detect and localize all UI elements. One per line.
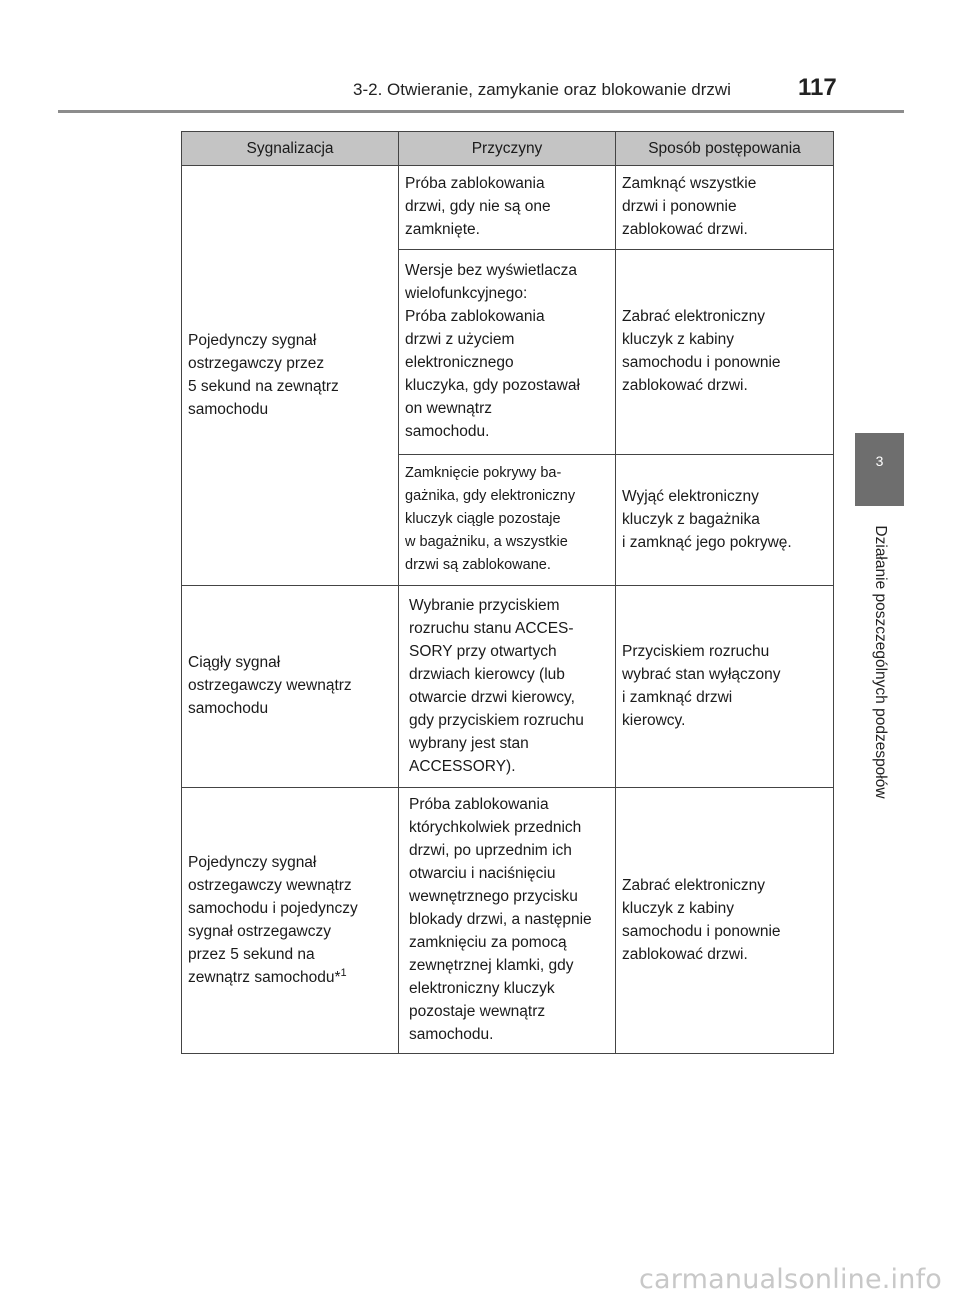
footnote-marker: 1: [340, 966, 347, 979]
signal-cell: Pojedynczy sygnał ostrzegawczy przez 5 sekund na zewnątrz samochodu: [182, 166, 399, 586]
cause-cell: Próba zablokowania drzwi, gdy nie są one zamknięte.: [399, 166, 616, 250]
table-row: [182, 166, 834, 250]
header-action: Sposób postępowania: [616, 132, 834, 166]
action-cell: Przyciskiem rozruchu wybrać stan wyłączony i zamknąć drzwi kierowcy.: [616, 586, 834, 788]
action-cell: Zabrać elektroniczny kluczyk z kabiny samochodu i ponownie zablokować drzwi.: [616, 788, 834, 1054]
section-title: 3-2. Otwieranie, zamykanie oraz blokowanie drzwi: [353, 80, 731, 99]
cause-cell: Wersje bez wyświetlacza wielofunkcyjnego: Próba zablokowania drzwi z użyciem elektronicznego kluczyka, gdy pozostawał on wewnątrz samochodu.: [399, 250, 616, 455]
header-signal: Sygnalizacja: [182, 132, 399, 166]
action-cell: Zamknąć wszystkie drzwi i ponownie zablokować drzwi.: [616, 166, 834, 250]
header-cause: Przyczyny: [399, 132, 616, 166]
page-number: 117: [798, 74, 837, 101]
table-header-row: [182, 132, 834, 166]
cause-cell: Zamknięcie pokrywy ba- gażnika, gdy elektroniczny kluczyk ciągle pozostaje w bagażniku, a wszystkie drzwi są zablokowane.: [399, 455, 616, 586]
chapter-number: 3: [875, 453, 884, 469]
cause-cell: Próba zablokowania którychkolwiek przednich drzwi, po uprzednim ich otwarciu i naciśnięciu wewnętrznego przycisku blokady drzwi, a następnie zamknięciu za pomocą zewnętrznej klamki, gdy elektroniczny kluczyk pozostaje wewnątrz samochodu.: [399, 788, 616, 1054]
action-cell: Zabrać elektroniczny kluczyk z kabiny samochodu i ponownie zablokować drzwi.: [616, 250, 834, 455]
signal-text: Pojedynczy sygnał ostrzegawczy wewnątrz samochodu i pojedynczy sygnał ostrzegawczy przez 5 sekund na zewnątrz samochodu*: [188, 853, 358, 986]
signal-cell: [182, 788, 399, 1054]
table-row: [182, 586, 834, 788]
cause-cell: Wybranie przyciskiem rozruchu stanu ACCES- SORY przy otwartych drzwiach kierowcy (lub otwarcie drzwi kierowcy, gdy przyciskiem rozruchu wybrany jest stan ACCESSORY).: [399, 586, 616, 788]
header-divider: [58, 110, 904, 113]
chapter-tab: [855, 433, 904, 506]
action-cell: Wyjąć elektroniczny kluczyk z bagażnika i zamknąć jego pokrywę.: [616, 455, 834, 586]
warning-signal-table: [181, 131, 834, 1054]
watermark: carmanualsonline.info: [639, 1264, 942, 1295]
chapter-side-label-text: Działanie poszczególnych podzespołów: [872, 525, 889, 799]
signal-cell: Ciągły sygnał ostrzegawczy wewnątrz samochodu: [182, 586, 399, 788]
table-row: [182, 788, 834, 1054]
